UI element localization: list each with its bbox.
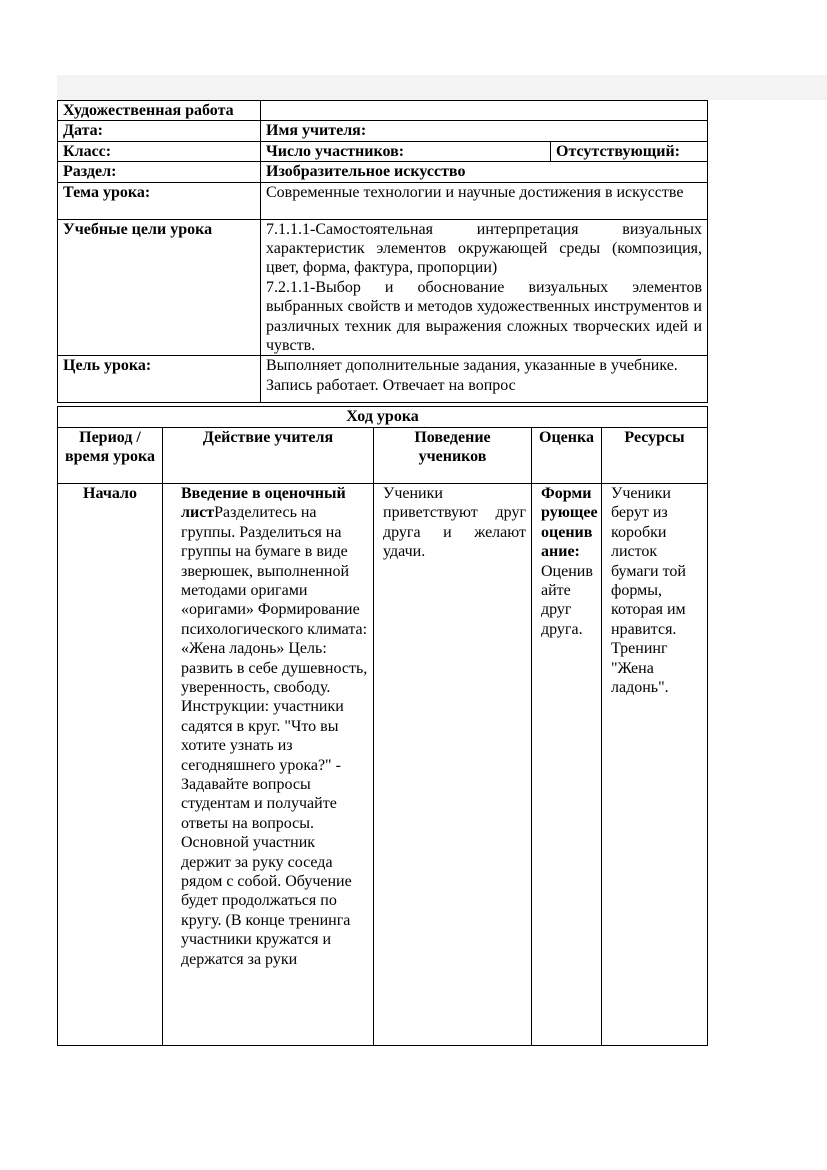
row-objectives	[58, 219, 708, 356]
assessment-intro-bold: Формирующее оценивание:	[541, 484, 598, 561]
row-class	[58, 141, 708, 161]
topic-value-cell: Современные технологии и научные достижения в искусстве	[261, 182, 708, 219]
document-body	[57, 100, 707, 1046]
resources-cell: Ученики берут из коробки листок бумаги той формы, которая им нравится. Тренинг "Жена ладонь".	[602, 483, 708, 1045]
row-course-header	[58, 427, 708, 483]
teacher-action-intro-bold: Введение в оценочный лист	[181, 484, 346, 522]
artwork-value-cell	[261, 101, 708, 121]
section-label-cell: Раздел:	[58, 162, 261, 182]
row-artwork	[58, 101, 708, 121]
teacher-name-cell: Имя учителя:	[261, 121, 708, 141]
row-topic	[58, 182, 708, 219]
row-course-title	[58, 407, 708, 427]
row-section	[58, 162, 708, 182]
col-header-student-behavior: Поведение учеников	[374, 427, 532, 483]
document-header-bar	[57, 75, 827, 100]
assessment-text: Оценивайте друг друга.	[541, 562, 593, 638]
teacher-action-text: Разделитесь на группы. Разделиться на группы на бумаге в виде зверюшек, выполненной методами оригами «оригами» Формирование психологического климата: «Жена ладонь» Цель: развить в себе душевность, уверенность, свободу. Инструкции: участники садятся в круг. "Что вы хотите узнать из сегодняшнего урока?" - Задавайте вопросы студентам и получайте ответы на вопросы. Основной участник держит за руку соседа рядом с собой. Обучение будет продолжаться по кругу. (В конце тренинга участники кружатся и держатся за руки	[181, 504, 368, 968]
section-value-cell: Изобразительное искусство	[261, 162, 708, 182]
topic-label-cell: Тема урока:	[58, 182, 261, 219]
lesson-course-table	[57, 406, 708, 1045]
objective-1: 7.1.1.1-Самостоятельная интерпретация визуальных характеристик элементов окружающей среды (композиция, цвет, форма, фактура, пропорции)	[266, 220, 702, 277]
date-label-cell: Дата:	[58, 121, 261, 141]
teacher-action-cell	[163, 483, 374, 1045]
row-course-body	[58, 483, 708, 1045]
col-header-resources: Ресурсы	[602, 427, 708, 483]
goal-value-cell: Выполняет дополнительные задания, указанные в учебнике. Запись работает. Отвечает на вопрос	[261, 356, 708, 403]
objective-2: 7.2.1.1-Выбор и обоснование визуальных элементов выбранных свойств и методов художественных инструментов и различных техник для выражения сложных творческих идей и чувств.	[266, 278, 702, 355]
course-title-cell: Ход урока	[58, 407, 708, 427]
lesson-info-table	[57, 100, 708, 403]
assessment-cell	[532, 483, 602, 1045]
col-header-assessment: Оценка	[532, 427, 602, 483]
col-header-teacher-action: Действие учителя	[163, 427, 374, 483]
artwork-label-cell: Художественная работа	[58, 101, 261, 121]
row-date	[58, 121, 708, 141]
objectives-value-cell	[261, 219, 708, 356]
objectives-label-cell: Учебные цели урока	[58, 219, 261, 356]
participants-cell: Число участников:	[261, 141, 551, 161]
behavior-cell: Ученики приветствуют друг друга и желают удачи.	[374, 483, 532, 1045]
absent-cell: Отсутствующий:	[551, 141, 708, 161]
goal-label-cell: Цель урока:	[58, 356, 261, 403]
row-goal	[58, 356, 708, 403]
class-label-cell: Класс:	[58, 141, 261, 161]
period-cell: Начало	[58, 483, 163, 1045]
col-header-period: Период / время урока	[58, 427, 163, 483]
